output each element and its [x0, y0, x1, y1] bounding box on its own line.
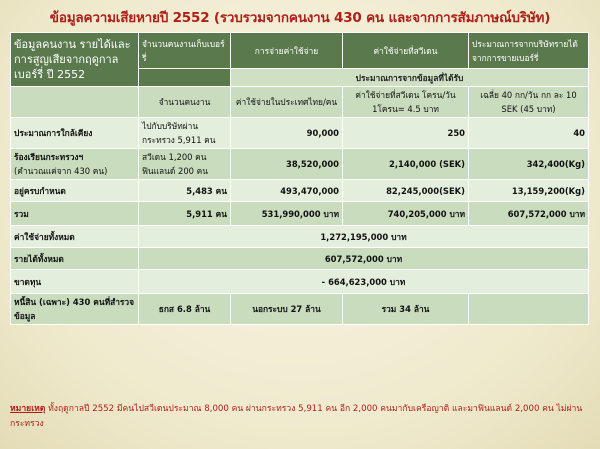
- summary-row: [11, 226, 589, 248]
- total-thai: 531,990,000 บาท: [231, 202, 343, 226]
- debt-row: [11, 294, 589, 325]
- header-estimate: ประมาณการจากข้อมูลที่ได้รับ: [231, 69, 589, 87]
- total-workers: 5,911 คน: [139, 202, 231, 226]
- header-workers: จำนวนคนงานเก็บเบอร์รี่: [139, 33, 231, 69]
- summary-row: [11, 270, 589, 294]
- table-row: [11, 149, 589, 180]
- row-workers: ไปกับบริษัทผ่านกระทรวง 5,911 คน: [139, 118, 231, 149]
- summary-row: [11, 248, 589, 270]
- summary-value: 607,572,000 บาท: [139, 248, 589, 270]
- row-workers: 5,483 คน: [139, 180, 231, 202]
- summary-label: รายได้ทั้งหมด: [11, 248, 139, 270]
- row-label: ประมาณการใกล้เคียง: [11, 118, 139, 149]
- table-row: [11, 118, 589, 149]
- header-payment: การจ่ายค่าใช้จ่าย: [231, 33, 343, 69]
- row-income: 40: [469, 118, 589, 149]
- total-row: [11, 202, 589, 226]
- total-income: 607,572,000 บาท: [469, 202, 589, 226]
- footnote: [10, 402, 590, 432]
- header-topleft: ข้อมูลคนงาน รายได้และการสูญเสียจากฤดูกาลเบอร์รี่ ปี 2552: [11, 33, 139, 87]
- summary-label: ขาดทุน: [11, 270, 139, 294]
- page-title: ข้อมูลความเสียหายปี 2552 (รวบรวมจากคนงาน 430 คน และจากการสัมภาษณ์บริษัท): [49, 10, 551, 26]
- row-sweden: 250: [343, 118, 469, 149]
- row-label: อยู่ครบกำหนด: [11, 180, 139, 202]
- debt-outside: นอกระบบ 27 ล้าน: [231, 294, 343, 325]
- row-sweden: 82,245,000(SEK): [343, 180, 469, 202]
- row-income: 342,400(Kg): [469, 149, 589, 180]
- debt-label: หนี้สิน (เฉพาะ) 430 คนที่สำรวจข้อมูล: [11, 294, 139, 325]
- damage-table: [10, 32, 589, 325]
- sub-workers: จำนวนคนงาน: [139, 87, 231, 118]
- summary-value: - 664,623,000 บาท: [139, 270, 589, 294]
- row-income: 13,159,200(Kg): [469, 180, 589, 202]
- row-sweden: 2,140,000 (SEK): [343, 149, 469, 180]
- row-thai: 38,520,000: [231, 149, 343, 180]
- table-row: [11, 180, 589, 202]
- footnote-label: หมายเหตุ: [10, 404, 46, 414]
- row-thai: 493,470,000: [231, 180, 343, 202]
- sub-thai-cost: ค่าใช้จ่ายในประเทศไทย/คน: [231, 87, 343, 118]
- summary-value: 1,272,195,000 บาท: [139, 226, 589, 248]
- summary-label: ค่าใช้จ่ายทั้งหมด: [11, 226, 139, 248]
- header-sweden-cost: ค่าใช้จ่ายที่สวีเดน: [343, 33, 469, 69]
- footnote-text: ทั้งฤดูกาลปี 2552 มีคนไปสวีเดนประมาณ 8,000 คน ผ่านกระทรวง 5,911 คน อีก 2,000 คนมากับเครือญาติ และมาฟินแลนด์ 2,000 คน ไม่ผ่านกระทรวง: [10, 404, 583, 429]
- row-label: ร้องเรียนกระทรวงฯ (คำนวณแค่จาก 430 คน): [11, 149, 139, 180]
- debt-sum: รวม 34 ล้าน: [343, 294, 469, 325]
- total-sweden: 740,205,000 บาท: [343, 202, 469, 226]
- sub-sweden-cost: ค่าใช้จ่ายที่สวีเดน โครน/วัน 1โครน= 4.5 บาท: [343, 87, 469, 118]
- total-label: รวม: [11, 202, 139, 226]
- header-company-estimate: ประมาณการจากบริษัทรายได้จากการขายเบอร์รี่: [469, 33, 589, 69]
- debt-bank: ธกส 6.8 ล้าน: [139, 294, 231, 325]
- row-thai: 90,000: [231, 118, 343, 149]
- row-workers: สวีเดน 1,200 คน ฟินแลนด์ 200 คน: [139, 149, 231, 180]
- sub-income: เฉลี่ย 40 กก/วัน กก ละ 10 SEK (45 บาท): [469, 87, 589, 118]
